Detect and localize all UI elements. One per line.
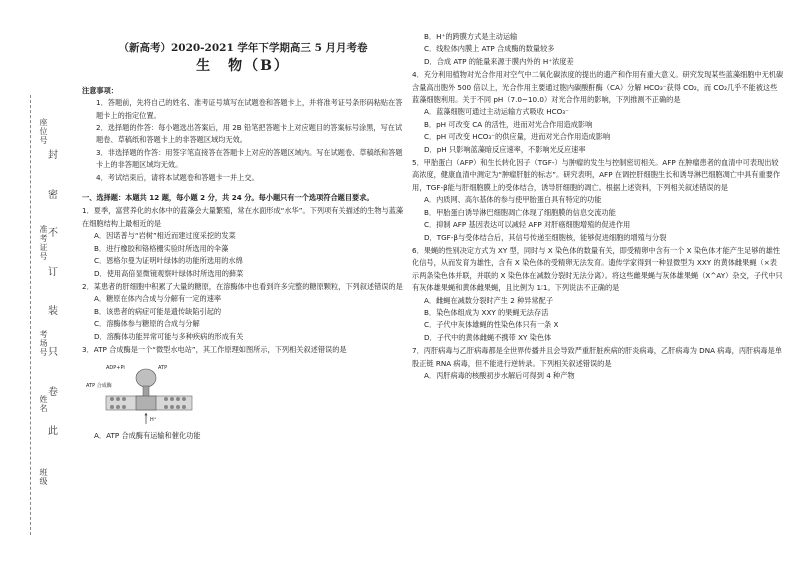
seal-char: 只 xyxy=(48,347,58,358)
notice-item: 1．答题前，先将自己的姓名、准考证号填写在试题卷和答题卡上，并将准考证号条形码粘贴在答题卡上的指定位置。 xyxy=(96,98,403,120)
option: C．恩格尔曼为证明叶绿体的功能所选用的水绵 xyxy=(94,256,243,266)
option: A．ATP 合成酶有运输和催化功能 xyxy=(94,431,201,441)
option: B．该患者的病症可能是遗传缺陷引起的 xyxy=(94,306,222,316)
question-stem: 5．甲胎蛋白（AFP）和生长转化因子（TGF-）与肿瘤的发生与控制密切相关。AFP 在肿瘤患者的血清中可表现出较高浓度，健康血清中测定为“肿瘤肝脏的标志”。研究表明，AFP 在调控肝细胞生长和诱导淋巴细胞凋亡中具有重要作用，TGF-β能与肝细胞膜上的受体结合，诱导肝细胞的凋亡。根据上述资料，下列相关叙述错误的是 xyxy=(412,158,781,192)
figure-label-adp: ADP+Pi xyxy=(106,365,125,372)
option: D．子代中的黄体雌蝇不携带 XY 染色体 xyxy=(424,332,552,342)
question-stem: 4．充分利用植物对光合作用对空气中二氧化碳浓度的提出的遗产和作用有重大意义。研究发现某些蓝藻细胞中无机碳含量高出胞外 500 倍以上，光合作用主要通过胞内碳酸酐酶（CA）分解 HCO₃⁻获得 CO₂，而 CO₂几乎不能被这些蓝藻细胞利用。关于不同 pH（7.0~10.0）对光合作用的影响，下列推测不正确的是 xyxy=(412,70,784,105)
option: D．使用高倍显微镜观察叶绿体时所选用的藓菜 xyxy=(94,268,244,278)
left-column xyxy=(82,0,404,443)
figure-label-enzyme: ATP 合成酶 xyxy=(86,383,112,390)
option: D．合成 ATP 的能量来源于膜内外的 H⁺浓度差 xyxy=(424,56,574,66)
option: D．TGF-β与受体结合后，其信号传递至细胞核，能够促进细胞的增殖与分裂 xyxy=(424,232,667,242)
option: A．因诺普与“岩树”相近而建过度采挖的发菜 xyxy=(94,231,236,241)
option: B．H⁺的跨膜方式是主动运输 xyxy=(424,32,518,41)
option: B．染色体组成为 XXY 的果蝇无法存活 xyxy=(424,307,549,317)
option: C．抑制 AFP 基因表达可以减轻 AFP 对肝癌细胞增殖的促进作用 xyxy=(424,220,631,230)
seal-line xyxy=(30,95,31,535)
option: A．蓝藻细胞可通过主动运输方式吸收 HCO₃⁻ xyxy=(424,107,569,117)
option: C．子代中灰体雄蝇的性染色体只有一条 X xyxy=(424,320,559,330)
exam-title: （新高考）2020-2021 学年下学期高三 5 月月考卷 xyxy=(118,42,368,54)
seal-char: 订 xyxy=(48,267,58,278)
option: B．甲胎蛋白诱导淋巴细胞凋亡体现了细胞膜的信息交流功能 xyxy=(424,207,616,217)
field-class: 班级 xyxy=(39,468,48,486)
question xyxy=(82,281,404,343)
right-column xyxy=(412,30,784,382)
question xyxy=(82,344,404,443)
option: A．雌蝇在减数分裂时产生 2 种异常配子 xyxy=(424,295,554,305)
field-name: 姓名 xyxy=(39,395,48,413)
option: B．pH 可改变 CA 的活性，进而对光合作用造成影响 xyxy=(424,119,593,129)
field-seat-number: 座位号 xyxy=(39,118,48,145)
option: D．pH 只影响蓝藻暗反应速率，不影响光反应速率 xyxy=(424,144,586,154)
option: A．内质网、高尔基体的参与使甲胎蛋白具有特定的功能 xyxy=(424,195,602,205)
seal-char: 装 xyxy=(48,306,58,317)
seal-char: 卷 xyxy=(48,387,58,398)
seal-char: 此 xyxy=(48,426,58,437)
notice-item: 3．非选择题的作答：用签字笔直接答在答题卡上对应的答题区域内。写在试题卷、草稿纸和答题卡上的非答题区域均无效。 xyxy=(96,147,403,170)
option: D．溶酶体功能异常可能与多种疾病的形成有关 xyxy=(94,331,244,341)
seal-char: 封 xyxy=(48,150,58,161)
binding-margin xyxy=(0,0,75,561)
field-exam-room: 考场号 xyxy=(39,330,48,357)
notice-item: 2．选择题的作答：每小题选出答案后，用 2B 铅笔把答题卡上对应题目的答案标号涂黑，写在试题卷、草稿纸和答题卡上的非答题区域均无效。 xyxy=(96,123,403,145)
atp-synthase-figure xyxy=(86,362,194,426)
question xyxy=(82,205,404,279)
question-stem: 7．丙肝病毒与乙肝病毒都是全世界传播并且会导致严重肝脏疾病的肝炎病毒，乙肝病毒为 DNA 病毒，丙肝病毒是单股正链 RNA 病毒，但不能进行逆转录。下列相关叙述错误的是 xyxy=(412,346,782,368)
question-stem: 1．夏季，富营养化的水体中的蓝藻会大量繁殖，常在水面形成“水华”。下列项有关描述的生物与蓝藻在细胞结构上最相近的是 xyxy=(82,206,404,228)
question-stem: 2．某患者的肝细胞中积累了大量的糖原，在溶酶体中也看到许多完整的糖原颗粒，下列叙述错误的是 xyxy=(82,281,403,291)
notice-item: 4．考试结束后，请将本试题卷和答题卡一并上交。 xyxy=(96,172,259,182)
question xyxy=(412,245,784,344)
option: A．糖原在体内合成与分解有一定的速率 xyxy=(94,294,222,304)
seal-char: 不 xyxy=(48,228,58,239)
option: C．pH 可改变 HCO₃⁻的供应量，进而对光合作用造成影响 xyxy=(424,132,611,142)
option: C．溶酶体参与糖原的合成与分解 xyxy=(94,319,200,329)
section-heading: 一、选择题：本题共 12 题，每小题 2 分，共 24 分。每小题只有一个选项符合题目要求。 xyxy=(82,193,374,203)
exam-subject: 生 物（B） xyxy=(196,58,290,75)
question-continued xyxy=(412,31,784,68)
option: A．丙肝病毒的核酸初步水解后可得到 4 种产物 xyxy=(424,370,575,380)
question xyxy=(412,69,784,156)
field-exam-id: 准考证号 xyxy=(39,225,48,261)
option: B．进行橡胶和铬格栅实验时所选用的伞藻 xyxy=(94,243,229,253)
question xyxy=(412,345,784,382)
question xyxy=(412,157,784,244)
figure-label-atp: ATP xyxy=(158,365,168,372)
notice-heading: 注意事项： xyxy=(82,85,118,95)
question-stem: 3．ATP 合成酶是一个“微型水电站”，其工作原理如图所示，下列相关叙述错误的是 xyxy=(82,344,347,354)
figure-label-h: H⁺ xyxy=(150,417,157,424)
question-stem: 6．果蝇的性别决定方式为 XY 型，同时与 X 染色体的数量有关，即受精卵中含有一个 X 染色体才能产生足够的雄性化信号，从而发育为雄性，含有 X 染色体的受精卵无法发育。遗传学家得到一种显微型为 XXY 的黄体雌果蝇（×表示两条染色体并联，并联的 X 染色体在减数分裂时无法分离）。将这些雌果蝇与灰体雄果蝇（X^AY）杂交，子代中只有灰体雄果蝇和黄体雌果蝇，且比例为 1∶1。下列说法不正确的是 xyxy=(412,245,783,293)
option: C．线粒体内膜上 ATP 合成酶的数量较多 xyxy=(424,44,555,54)
seal-char: 密 xyxy=(48,190,58,201)
